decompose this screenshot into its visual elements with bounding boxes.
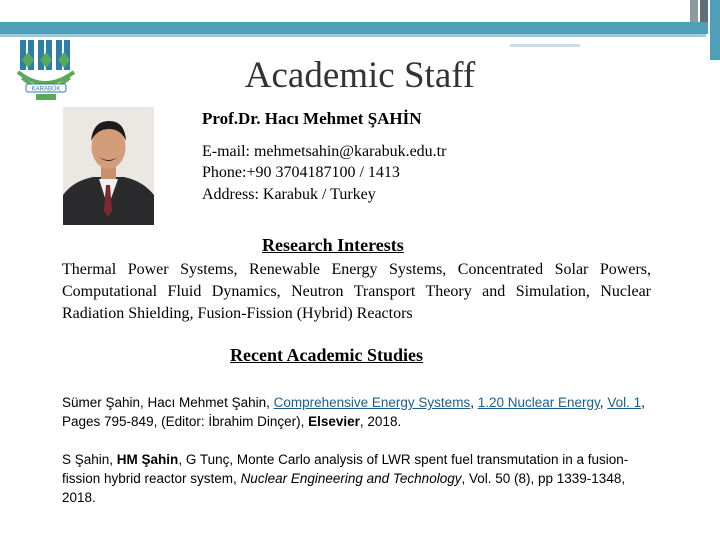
volume-link[interactable]: Vol. 1 [607, 395, 642, 410]
research-heading: Research Interests [262, 235, 404, 255]
pub-authors: S Şahin, [62, 452, 117, 467]
pub-details: , Vol. 50 (8), pp 1339-1348, 2018. [62, 471, 626, 505]
chapter-link[interactable]: 1.20 Nuclear Energy [477, 395, 600, 410]
corner-block [690, 0, 698, 22]
top-band [0, 0, 690, 23]
pub-author-highlight: HM Şahin [116, 452, 179, 467]
svg-text:KARABÜK: KARABÜK [31, 86, 61, 93]
pub-publisher: Elsevier [308, 414, 360, 429]
pub-year: , 2018. [359, 414, 402, 429]
pub-pages: , Pages 795-849, (Editor: İbrahim Dinçer), [62, 395, 645, 429]
phone-text: Phone:+90 3704187100 / 1413 [202, 164, 400, 181]
pub-authors: Sümer Şahin, Hacı Mehmet Şahin, [62, 395, 274, 410]
email-text: E-mail: mehmetsahin@karabuk.edu.tr [202, 143, 447, 160]
pub-title: , G Tunç, Monte Carlo analysis of LWR spent fuel transmutation in a fusion-fission hybrid reactor system, [62, 452, 629, 486]
book-link[interactable]: Comprehensive Energy Systems [273, 395, 471, 410]
research-text: Thermal Power Systems, Renewable Energy Systems, Concentrated Solar Powers, Computational Fluid Dynamics, Neutron Transport Theory and Simulation, Nuclear Radiation Shielding, Fusion-Fission (Hybrid) Reactors [62, 261, 651, 322]
publication-item [62, 393, 662, 431]
address-text: Address: Karabuk / Turkey [202, 186, 376, 203]
page-title: Academic Staff [244, 55, 476, 96]
profile-photo [63, 107, 154, 225]
pub-separator: , [470, 395, 478, 410]
publication-item [62, 450, 662, 507]
header-accent-line [510, 44, 580, 47]
studies-heading: Recent Academic Studies [230, 345, 423, 365]
pub-separator: , [599, 395, 608, 410]
corner-block [700, 0, 708, 22]
header-stripe [0, 22, 708, 34]
corner-stripe [710, 0, 720, 60]
header-stripe-light [0, 34, 706, 37]
pub-journal: Nuclear Engineering and Technology [240, 471, 462, 486]
staff-name: Prof.Dr. Hacı Mehmet ŞAHİN [202, 109, 422, 128]
